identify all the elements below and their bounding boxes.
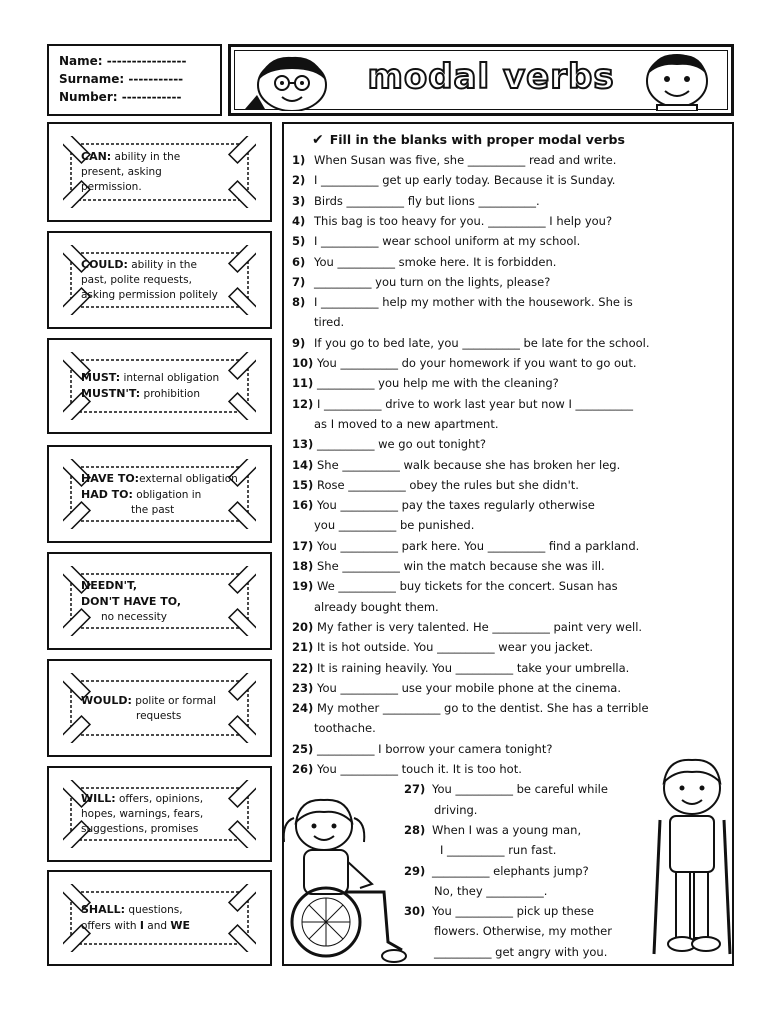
question-number: 15) (292, 477, 314, 492)
question-text: It is raining heavily. You __________ take your umbrella. (317, 660, 630, 675)
question-number: 11) (292, 376, 314, 391)
question-item (292, 556, 605, 576)
question-number: 6) (292, 254, 306, 269)
question-item (292, 272, 550, 292)
question-number: 28) (404, 822, 426, 837)
question-text: You __________ be careful while (432, 782, 608, 797)
question-item (404, 779, 608, 799)
question-item (292, 495, 595, 515)
question-item (292, 252, 556, 272)
question-text: __________ elephants jump? (432, 863, 589, 878)
worksheet-title: modal verbs (367, 57, 615, 97)
question-number: 5) (292, 234, 306, 249)
question-number: 2) (292, 173, 306, 188)
question-number: 19) (292, 579, 314, 594)
question-text: __________ we go out tonight? (317, 437, 487, 452)
question-item (292, 698, 649, 718)
question-number: 7) (292, 274, 306, 289)
question-number: 8) (292, 295, 306, 310)
question-item (404, 820, 581, 840)
question-number: 4) (292, 213, 306, 228)
modal-card-shall: SHALL: questions, offers with I and WE (47, 870, 272, 966)
question-number: 20) (292, 619, 314, 634)
question-number: 30) (404, 904, 426, 919)
question-item (292, 576, 618, 596)
question-text: She __________ win the match because she was ill. (317, 559, 605, 573)
question-number: 14) (292, 457, 314, 472)
girl-cartoon-icon (237, 51, 347, 111)
question-number: 12) (292, 396, 314, 411)
question-text: You __________ touch it. It is too hot. (317, 762, 522, 776)
question-item (292, 394, 633, 414)
question-item (292, 353, 637, 373)
girl-wheelchair-cartoon-icon (276, 792, 416, 964)
question-number: 10) (292, 356, 314, 370)
title-banner (228, 44, 734, 116)
question-number: 21) (292, 640, 314, 655)
question-continuation: No, they __________. (434, 883, 548, 898)
question-continuation: driving. (434, 802, 478, 817)
question-continuation: toothache. (314, 721, 376, 736)
question-number: 25) (292, 741, 314, 756)
question-item (292, 475, 579, 495)
question-number: 17) (292, 538, 314, 553)
question-number: 13) (292, 437, 314, 452)
question-text: She __________ walk because she has broken her leg. (317, 457, 621, 472)
name-field: Name: ---------------- (59, 54, 187, 68)
question-text: You __________ use your mobile phone at the cinema. (317, 680, 621, 695)
surname-field: Surname: ----------- (59, 72, 184, 86)
question-item (292, 658, 629, 678)
exercise-panel (282, 122, 734, 966)
modal-card-neednt: NEEDN'T, DON'T HAVE TO, no necessity (47, 552, 272, 650)
question-item (292, 455, 620, 475)
question-continuation: flowers. Otherwise, my mother (434, 924, 612, 939)
question-text: __________ you turn on the lights, please? (314, 274, 551, 289)
question-item (292, 739, 552, 759)
question-text: __________ I borrow your camera tonight? (317, 741, 553, 756)
student-info-box (47, 44, 222, 116)
question-text: If you go to bed late, you __________ be late for the school. (314, 335, 650, 350)
modal-card-will: WILL: offers, opinions, hopes, warnings, fears, suggestions, promises (47, 766, 272, 862)
boy-crutches-cartoon-icon (648, 754, 734, 964)
question-number: 27) (404, 782, 426, 797)
question-item (292, 333, 650, 353)
question-item (292, 759, 522, 779)
modal-card-must: MUST: internal obligation MUSTN'T: prohibition (47, 338, 272, 434)
question-continuation: tired. (314, 315, 345, 330)
modal-card-have-to: HAVE TO:external obligation HAD TO: obligation in the past (47, 445, 272, 543)
question-item (292, 211, 612, 231)
question-text: I __________ wear school uniform at my school. (314, 234, 581, 249)
question-text: We __________ buy tickets for the concert. Susan has (317, 579, 618, 594)
question-continuation: as I moved to a new apartment. (314, 416, 499, 431)
question-number: 16) (292, 498, 314, 513)
question-item (292, 637, 593, 657)
modal-card-could: COULD: ability in the past, polite requests, asking permission politely (47, 231, 272, 329)
question-item (292, 373, 559, 393)
question-item (292, 292, 633, 312)
instruction: ✔ Fill in the blanks with proper modal verbs (312, 132, 625, 148)
boy-cartoon-icon (627, 51, 727, 111)
question-text: __________ you help me with the cleaning? (317, 376, 559, 391)
question-text: You __________ pay the taxes regularly otherwise (317, 498, 595, 513)
question-number: 26) (292, 762, 314, 776)
question-item (404, 861, 589, 881)
question-continuation: already bought them. (314, 599, 439, 614)
question-item (292, 536, 639, 556)
question-number: 24) (292, 701, 314, 716)
question-text: You __________ park here. You __________ find a parkland. (317, 538, 640, 553)
question-item (292, 678, 621, 698)
question-text: Birds __________ fly but lions __________. (314, 193, 540, 208)
question-text: My father is very talented. He __________ paint very well. (317, 619, 643, 634)
question-number: 18) (292, 559, 314, 573)
question-text: When Susan was five, she __________ read and write. (314, 153, 617, 167)
question-item (292, 150, 616, 170)
question-text: When I was a young man, (432, 822, 582, 837)
question-text: Rose __________ obey the rules but she didn't. (317, 477, 579, 492)
question-text: I __________ get up early today. Because it is Sunday. (314, 173, 616, 188)
question-number: 23) (292, 680, 314, 695)
question-text: My mother __________ go to the dentist. She has a terrible (317, 701, 649, 716)
question-text: I __________ help my mother with the housework. She is (314, 295, 633, 310)
question-number: 9) (292, 335, 306, 350)
question-item (404, 901, 594, 921)
question-continuation: __________ get angry with you. (434, 944, 608, 959)
question-text: This bag is too heavy for you. __________ I help you? (314, 213, 613, 228)
question-continuation: you __________ be punished. (314, 518, 475, 533)
question-item (292, 617, 642, 637)
question-text: You __________ pick up these (432, 904, 594, 919)
question-text: I __________ drive to work last year but now I __________ (317, 396, 634, 411)
question-item (292, 170, 615, 190)
question-number: 1) (292, 153, 306, 167)
question-text: You __________ do your homework if you want to go out. (317, 356, 637, 370)
question-item (292, 191, 540, 211)
modal-card-can: CAN: ability in the present, asking permission. (47, 122, 272, 222)
question-text: It is hot outside. You __________ wear you jacket. (317, 640, 593, 655)
question-item (292, 434, 486, 454)
modal-card-would: WOULD: polite or formal requests (47, 659, 272, 757)
question-continuation: I __________ run fast. (440, 843, 557, 858)
number-field: Number: ------------ (59, 90, 182, 104)
question-number: 29) (404, 863, 426, 878)
question-number: 3) (292, 193, 306, 208)
check-icon: ✔ (312, 132, 324, 148)
question-text: You __________ smoke here. It is forbidden. (314, 254, 557, 269)
question-number: 22) (292, 660, 314, 675)
question-item (292, 231, 580, 251)
